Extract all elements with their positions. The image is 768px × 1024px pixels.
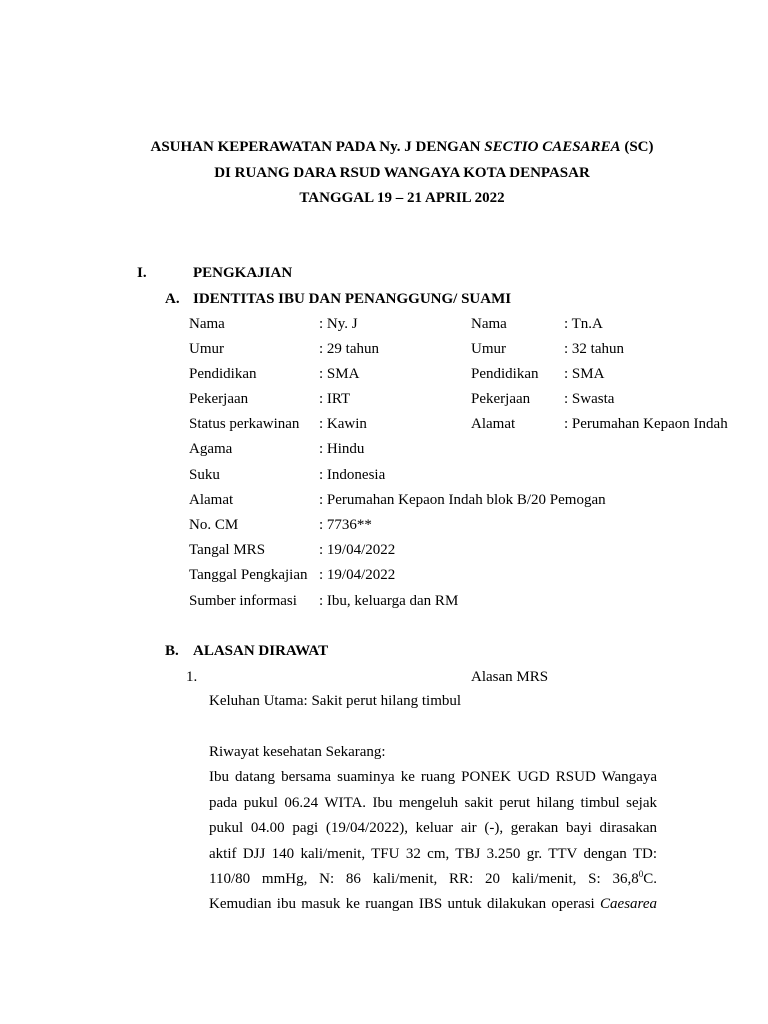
list-item-title: Alasan MRS	[471, 669, 549, 685]
narrative-line	[209, 870, 657, 888]
title-line1-text: ASUHAN KEPERAWATAN PADA Ny. J DENGAN	[150, 139, 485, 155]
narrative-line: pukul 04.00 pagi (19/04/2022), keluar air (-), gerakan bayi dirasakan	[209, 820, 657, 836]
ibu-label: Sumber informasi	[189, 593, 297, 609]
section-title: PENGKAJIAN	[193, 265, 293, 281]
document-date: TANGGAL 19 – 21 APRIL 2022	[299, 190, 505, 206]
narrative-text: Kemudian ibu masuk ke ruangan IBS untuk dilakukan operasi	[209, 896, 601, 912]
ibu-label: Status perkawinan	[189, 416, 300, 432]
subsection-a-letter: A.	[165, 291, 180, 307]
ibu-label: Nama	[189, 316, 225, 332]
title-line1-italic: SECTIO CAESAREA	[484, 139, 621, 155]
ibu-value: : SMA	[319, 366, 360, 382]
ibu-value: : Indonesia	[319, 467, 386, 483]
title-line1-suffix: (SC)	[620, 139, 654, 155]
ibu-label: Agama	[189, 441, 233, 457]
suami-value: : Swasta	[564, 391, 615, 407]
ibu-value: : Hindu	[319, 441, 365, 457]
subsection-b-title: ALASAN DIRAWAT	[193, 643, 329, 659]
ibu-label: Tangal MRS	[189, 542, 266, 558]
suami-label: Pekerjaan	[471, 391, 531, 407]
narrative-italic: Caesarea	[600, 896, 657, 912]
ibu-value: : 19/04/2022	[319, 567, 396, 583]
narrative-text: 110/80 mmHg, N: 86 kali/menit, RR: 20 kali/menit, S: 36,8	[209, 871, 639, 887]
degree-superscript: 0	[638, 869, 644, 879]
section-number: I.	[137, 265, 147, 281]
subsection-b-letter: B.	[165, 643, 179, 659]
riwayat-title: Riwayat kesehatan Sekarang:	[209, 744, 386, 760]
ibu-value: : 29 tahun	[319, 341, 379, 357]
ibu-value: : Perumahan Kepaon Indah blok B/20 Pemogan	[319, 492, 606, 508]
ibu-value: : Ibu, keluarga dan RM	[319, 593, 459, 609]
ibu-label: Suku	[189, 467, 220, 483]
ibu-label: Pendidikan	[189, 366, 257, 382]
keluhan-utama: Keluhan Utama: Sakit perut hilang timbul	[209, 693, 462, 709]
ibu-label: No. CM	[189, 517, 239, 533]
ibu-label: Pekerjaan	[189, 391, 249, 407]
subsection-a-title: IDENTITAS IBU DAN PENANGGUNG/ SUAMI	[193, 291, 512, 307]
narrative-text: C.	[643, 871, 657, 887]
ibu-label: Tanggal Pengkajian	[189, 567, 308, 583]
suami-value: : SMA	[564, 366, 605, 382]
suami-value: : Perumahan Kepaon Indah	[564, 416, 728, 432]
document-title	[0, 138, 768, 156]
narrative-line: aktif DJJ 140 kali/menit, TFU 32 cm, TBJ 3.250 gr. TTV dengan TD:	[209, 846, 657, 862]
narrative-line	[209, 895, 657, 913]
suami-label: Pendidikan	[471, 366, 539, 382]
list-item-number: 1.	[186, 669, 198, 685]
ibu-label: Alamat	[189, 492, 234, 508]
ibu-value: : 7736**	[319, 517, 372, 533]
ibu-label: Umur	[189, 341, 224, 357]
ibu-value: : Kawin	[319, 416, 367, 432]
ibu-value: : 19/04/2022	[319, 542, 396, 558]
suami-label: Alamat	[471, 416, 516, 432]
narrative-line: Ibu datang bersama suaminya ke ruang PONEK UGD RSUD Wangaya	[209, 769, 657, 785]
ibu-value: : IRT	[319, 391, 351, 407]
suami-label: Umur	[471, 341, 506, 357]
document-subtitle: DI RUANG DARA RSUD WANGAYA KOTA DENPASAR	[214, 165, 590, 181]
suami-value: : Tn.A	[564, 316, 603, 332]
ibu-value: : Ny. J	[319, 316, 358, 332]
suami-label: Nama	[471, 316, 507, 332]
suami-value: : 32 tahun	[564, 341, 624, 357]
narrative-line: pada pukul 06.24 WITA. Ibu mengeluh sakit perut hilang timbul sejak	[209, 795, 657, 811]
